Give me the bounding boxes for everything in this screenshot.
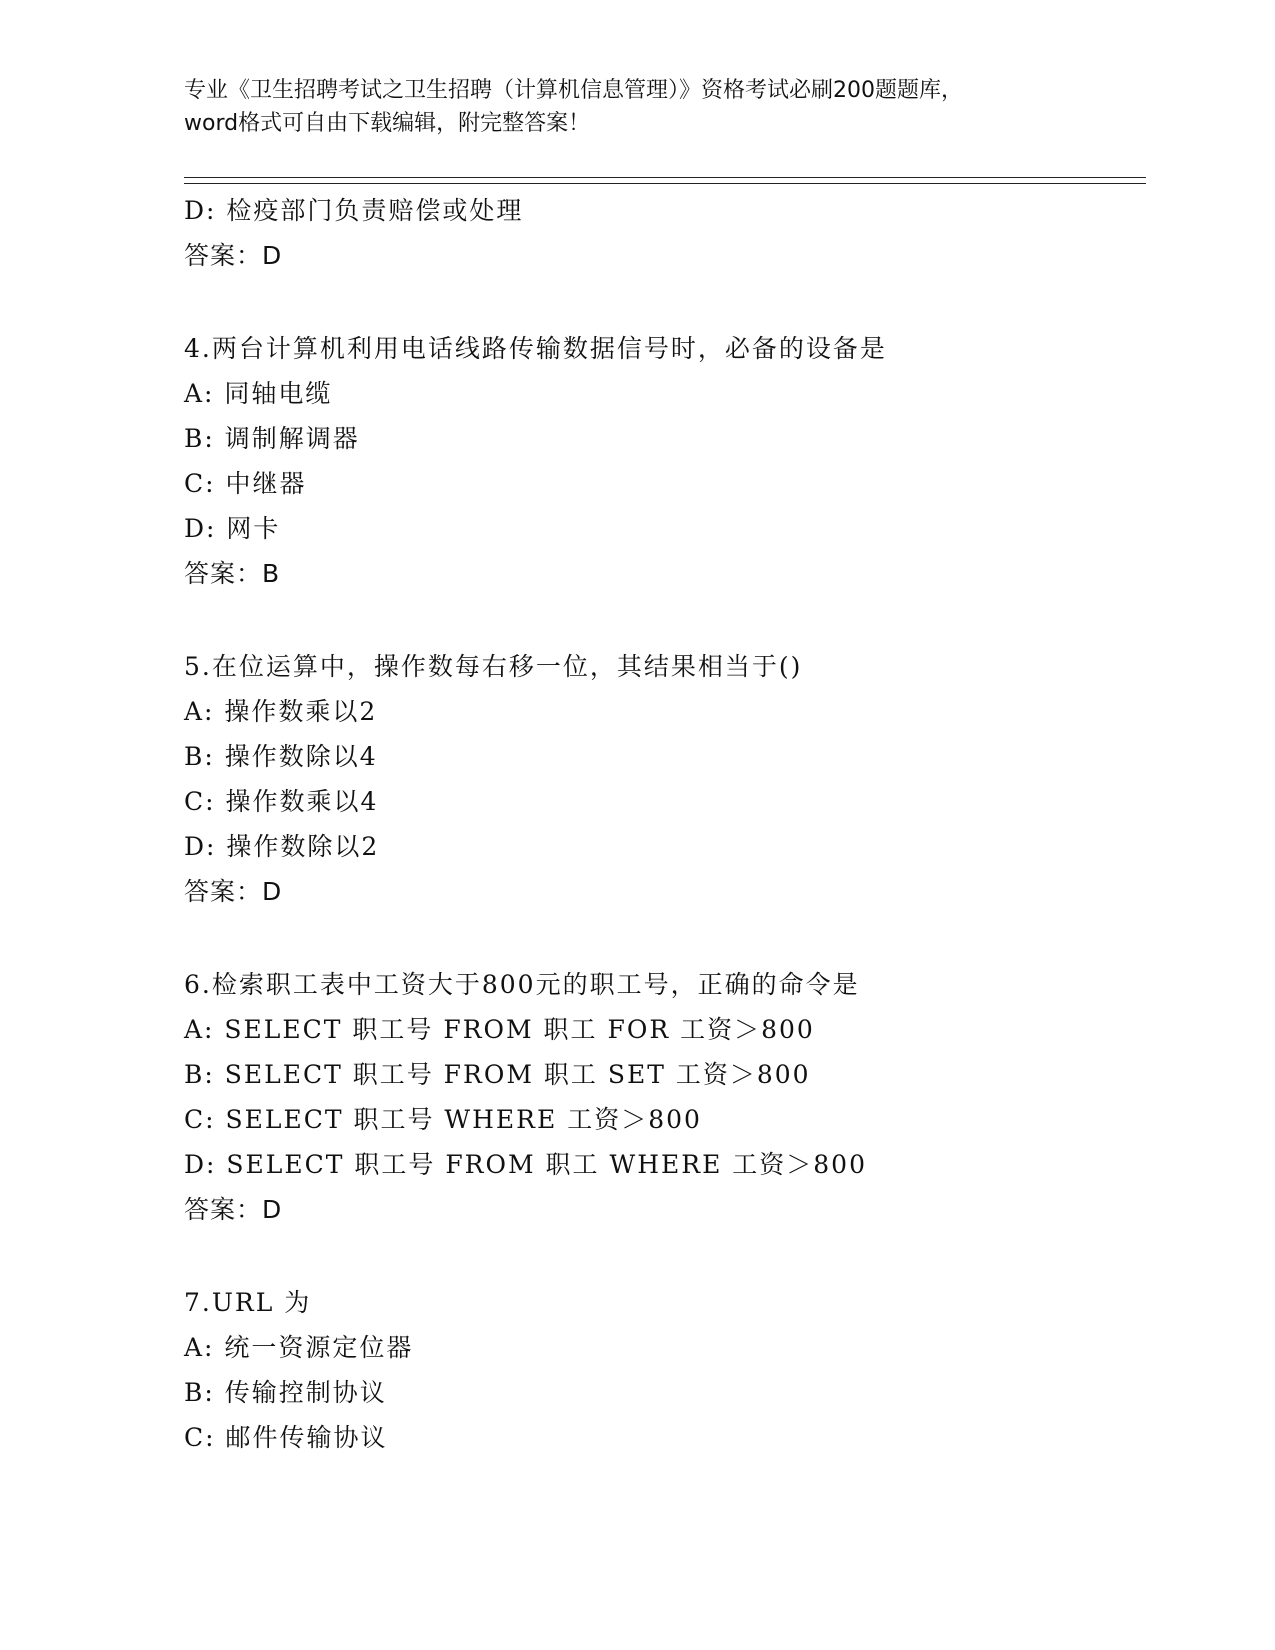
- option-b: B: SELECT 职工号 FROM 职工 SET 工资＞800: [184, 1060, 811, 1089]
- question-answer: 答案：B: [184, 559, 281, 588]
- option-c: C: SELECT 职工号 WHERE 工资＞800: [184, 1105, 702, 1134]
- document-header: [184, 74, 1084, 140]
- option-c: C: 中继器: [184, 469, 307, 498]
- option-a: A: 同轴电缆: [184, 379, 333, 408]
- question-stem: 4.两台计算机利用电话线路传输数据信号时，必备的设备是: [184, 334, 887, 363]
- option-d: D: 网卡: [184, 514, 281, 543]
- option-b: B: 传输控制协议: [184, 1378, 387, 1407]
- question-stem: 6.检索职工表中工资大于800元的职工号，正确的命令是: [184, 970, 860, 999]
- option-a: A: SELECT 职工号 FROM 职工 FOR 工资＞800: [184, 1015, 815, 1044]
- option-a: A: 操作数乘以2: [184, 697, 378, 726]
- question-7: [184, 1280, 1144, 1460]
- header-title-line-1: 专业《卫生招聘考试之卫生招聘（计算机信息管理）》资格考试必刷200题题库，: [184, 78, 963, 103]
- option-c: C: 邮件传输协议: [184, 1423, 388, 1452]
- option-d: D: SELECT 职工号 FROM 职工 WHERE 工资＞800: [184, 1150, 867, 1179]
- header-divider-bottom: [184, 183, 1146, 184]
- option-c: C: 操作数乘以4: [184, 787, 379, 816]
- option-d: D: 操作数除以2: [184, 832, 380, 861]
- header-divider-top: [184, 177, 1146, 178]
- question-5: [184, 644, 1144, 914]
- question-4: [184, 326, 1144, 596]
- question-content: [184, 188, 1144, 1460]
- option-a: A: 统一资源定位器: [184, 1333, 414, 1362]
- option-b: B: 操作数除以4: [184, 742, 378, 771]
- option-b: B: 调制解调器: [184, 424, 360, 453]
- question-6: [184, 962, 1144, 1232]
- question-answer: 答案：D: [184, 1195, 283, 1224]
- question-answer: 答案：D: [184, 877, 283, 906]
- header-title-line-2: word格式可自由下载编辑，附完整答案！: [184, 111, 591, 136]
- question-stem: 5.在位运算中，操作数每右移一位，其结果相当于(): [184, 652, 803, 681]
- prev-question-answer: 答案：D: [184, 241, 283, 270]
- question-stem: 7.URL 为: [184, 1288, 312, 1317]
- prev-question-option-d: D: 检疫部门负责赔偿或处理: [184, 196, 524, 225]
